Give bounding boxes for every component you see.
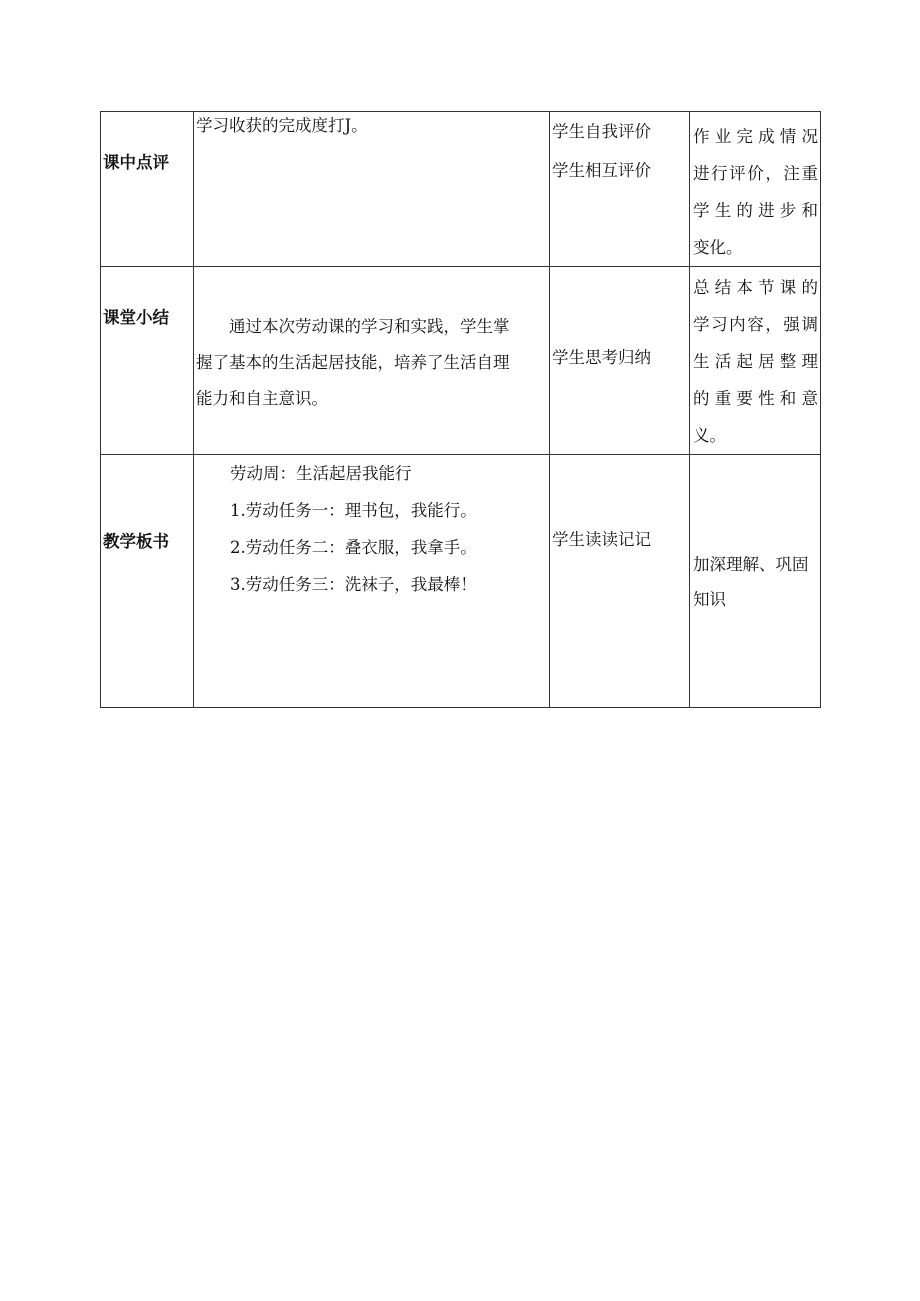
table-row-lesson-summary — [101, 267, 821, 455]
design-intent-cell — [690, 455, 821, 708]
intent-line: 的重要性和意 — [693, 389, 818, 408]
content-line: 通过本次劳动课的学习和实践，学生掌 — [229, 317, 510, 336]
intent-line: 变化。 — [693, 238, 743, 257]
intent-line: 学习内容，强调 — [693, 315, 818, 334]
intent-line: 义。 — [693, 426, 726, 445]
board-title: 劳动周：生活起居我能行 — [230, 464, 412, 483]
lesson-plan-table — [100, 111, 821, 708]
intent-line: 知识 — [693, 590, 726, 609]
teaching-content-cell — [194, 112, 550, 267]
table-row-blackboard-design — [101, 455, 821, 708]
activity-line: 学生自我评价 — [552, 122, 651, 141]
intent-line: 作业完成情况 — [693, 127, 818, 146]
stage-label: 课堂小结 — [101, 267, 194, 455]
content-line: 握了基本的生活起居技能，培养了生活自理 — [196, 353, 510, 372]
intent-line: 加深理解、巩固 — [693, 555, 809, 574]
intent-line: 总结本节课的 — [693, 278, 818, 297]
activity-line: 学生思考归纳 — [552, 348, 651, 367]
intent-line: 生活起居整理 — [693, 352, 818, 371]
content-line: 能力和自主意识。 — [196, 389, 328, 408]
content-line: 学习收获的完成度打J。 — [196, 116, 368, 135]
activity-line: 学生相互评价 — [552, 161, 651, 180]
stage-label: 教学板书 — [101, 455, 194, 708]
student-activity-cell — [550, 267, 690, 455]
intent-line: 学生的进步和 — [693, 201, 818, 220]
table-row-in-class-review — [101, 112, 821, 267]
board-task-item: 1.劳动任务一：理书包，我能行。 — [230, 501, 477, 520]
design-intent-cell — [690, 267, 821, 455]
student-activity-cell — [550, 112, 690, 267]
design-intent-cell — [690, 112, 821, 267]
student-activity-cell — [550, 455, 690, 708]
intent-line: 进行评价，注重 — [693, 164, 818, 183]
activity-line: 学生读读记记 — [552, 530, 651, 549]
teaching-content-cell — [194, 267, 550, 455]
teaching-content-cell — [194, 455, 550, 708]
stage-label: 课中点评 — [101, 112, 194, 267]
board-task-item: 2.劳动任务二：叠衣服，我拿手。 — [230, 538, 477, 557]
board-task-item: 3.劳动任务三：洗袜子，我最棒！ — [230, 575, 477, 594]
